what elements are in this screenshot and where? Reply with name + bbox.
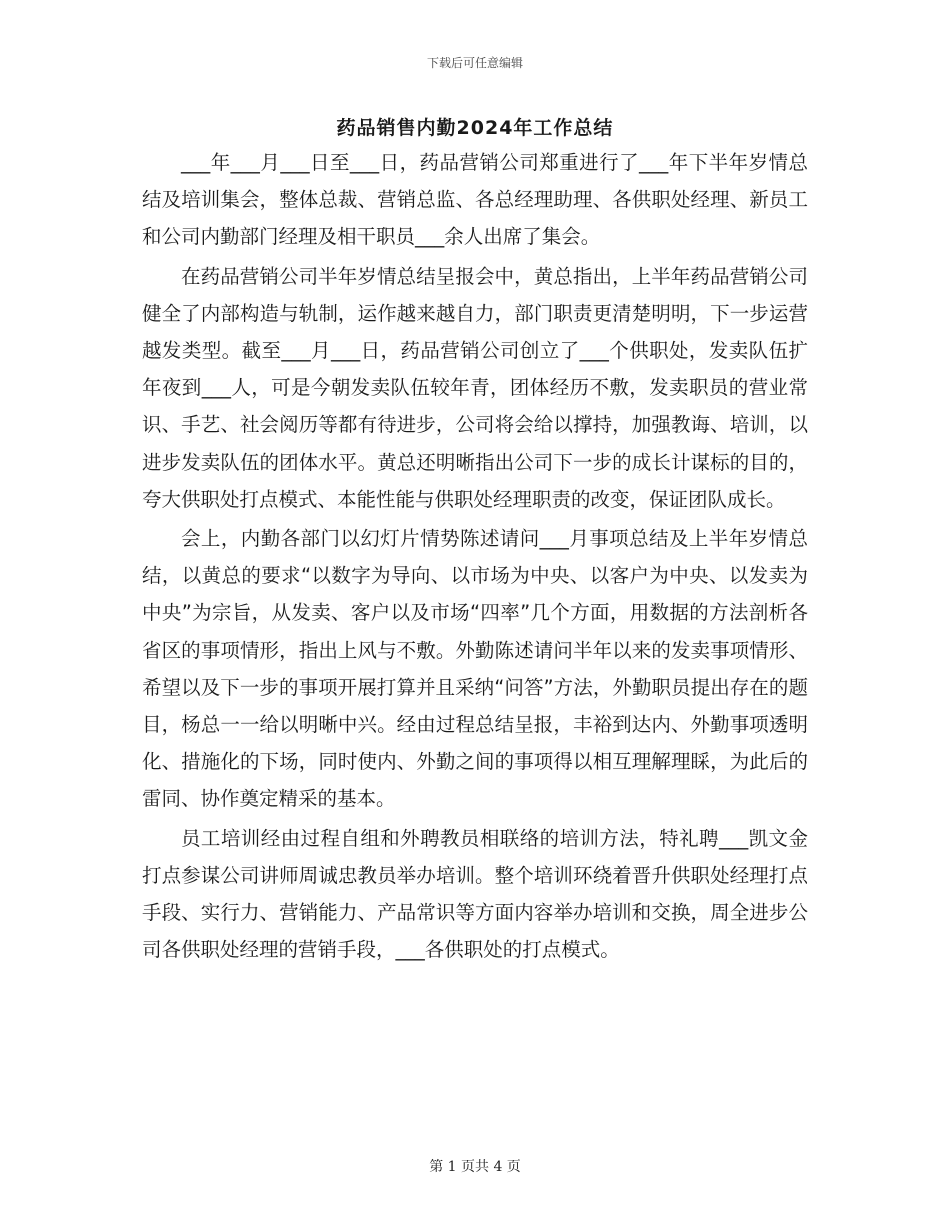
document-title: 药品销售内勤2024年工作总结 bbox=[336, 117, 614, 139]
header-note: 下载后可任意编辑 bbox=[426, 56, 523, 70]
document-body bbox=[142, 144, 808, 970]
paragraph: 员工培训经由过程自组和外聘教员相联络的培训方法，特礼聘___凯文金打点参谋公司讲师周诚忠教员举办培训。整个培训环绕着晋升供职处经理打点手段、实行力、营销能力、产品常识等方面内容举办培训和交换，周全进步公司各供职处经理的营销手段，___各供职处的打点模式。 bbox=[142, 826, 808, 962]
page-number: 第 1 页共 4 页 bbox=[429, 1159, 521, 1175]
paragraph: 会上，内勤各部门以幻灯片情势陈述请问___月事项总结及上半年岁情总结，以黄总的要求“以数字为导向、以市场为中央、以客户为中央、以发卖为中央”为宗旨，从发卖、客户以及市场“四率”几个方面，用数据的方法剖析各省区的事项情形，指出上风与不敷。外勤陈述请问半年以来的发卖事项情形、希望以及下一步的事项开展打算并且采纳“问答”方法，外勤职员提出存在的题目，杨总一一给以明晰中兴。经由过程总结呈报，丰裕到达内、外勤事项透明化、措施化的下场，同时使内、外勤之间的事项得以相互理解理睬，为此后的雷同、协作奠定精采的基本。 bbox=[142, 527, 808, 811]
paragraph: 在药品营销公司半年岁情总结呈报会中，黄总指出，上半年药品营销公司健全了内部构造与轨制，运作越来越自力，部门职责更清楚明明，下一步运营越发类型。截至___月___日，药品营销公司创立了___个供职处，发卖队伍扩年夜到___人，可是今朝发卖队伍较年青，团体经历不敷，发卖职员的营业常识、手艺、社会阅历等都有待进步，公司将会给以撑持，加强教诲、培训，以进步发卖队伍的团体水平。黄总还明晰指出公司下一步的成长计谋标的目的，夸大供职处打点模式、本能性能与供职处经理职责的改变，保证团队成长。 bbox=[142, 264, 808, 511]
paragraph: ___年___月___日至___日，药品营销公司郑重进行了___年下半年岁情总结及培训集会，整体总裁、营销总监、各总经理助理、各供职处经理、新员工和公司内勤部门经理及相干职员___余人出席了集会。 bbox=[142, 151, 808, 249]
